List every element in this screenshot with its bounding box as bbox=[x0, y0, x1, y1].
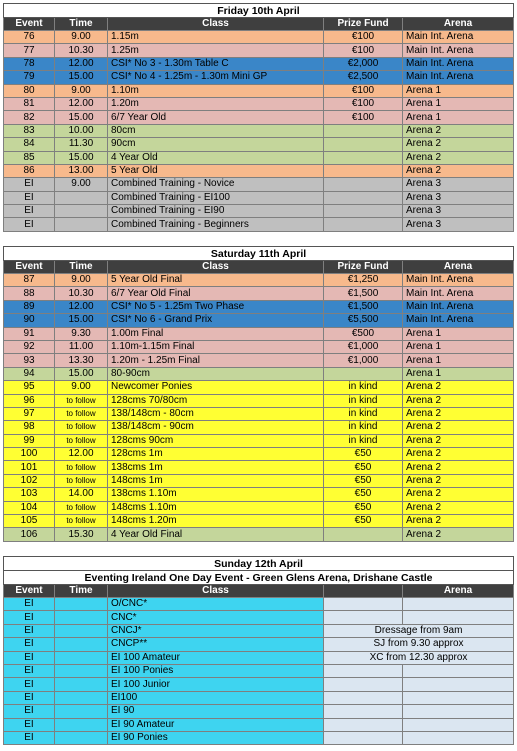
prize-cell bbox=[324, 611, 403, 624]
time-cell: 12.00 bbox=[55, 97, 108, 110]
event-cell: EI bbox=[4, 664, 55, 677]
event-cell: EI bbox=[4, 191, 55, 204]
header-time: Time bbox=[55, 585, 108, 598]
arena-cell: Arena 3 bbox=[403, 191, 514, 204]
table-row bbox=[4, 205, 514, 218]
table-row bbox=[4, 138, 514, 151]
prize-cell: €1,000 bbox=[324, 340, 403, 353]
table-row bbox=[4, 71, 514, 84]
time-cell bbox=[55, 731, 108, 744]
event-cell: 83 bbox=[4, 124, 55, 137]
event-cell: 82 bbox=[4, 111, 55, 124]
table-row bbox=[4, 421, 514, 434]
prize-cell: in kind bbox=[324, 407, 403, 420]
prize-cell: €100 bbox=[324, 111, 403, 124]
class-cell: CNCJ* bbox=[108, 624, 324, 637]
class-cell: 6/7 Year Old bbox=[108, 111, 324, 124]
event-cell: 80 bbox=[4, 84, 55, 97]
event-cell: 78 bbox=[4, 57, 55, 70]
table-row bbox=[4, 624, 514, 637]
arena-cell: Arena 2 bbox=[403, 407, 514, 420]
event-cell: EI bbox=[4, 205, 55, 218]
header-event: Event bbox=[4, 261, 55, 274]
arena-cell: Arena 1 bbox=[403, 84, 514, 97]
prize-cell bbox=[324, 178, 403, 191]
prize-cell bbox=[324, 218, 403, 231]
time-cell bbox=[55, 611, 108, 624]
table-row bbox=[4, 300, 514, 313]
header-prize-fund: Prize Fund bbox=[324, 18, 403, 31]
time-cell: 10.30 bbox=[55, 287, 108, 300]
event-cell: 91 bbox=[4, 327, 55, 340]
table-row bbox=[4, 381, 514, 394]
arena-cell bbox=[403, 678, 514, 691]
time-cell bbox=[55, 664, 108, 677]
prize-cell: €50 bbox=[324, 501, 403, 514]
arena-cell bbox=[403, 731, 514, 744]
prize-cell bbox=[324, 124, 403, 137]
arena-cell: Main Int. Arena bbox=[403, 274, 514, 287]
header-arena: Arena bbox=[403, 585, 514, 598]
table-row bbox=[4, 340, 514, 353]
header-time: Time bbox=[55, 18, 108, 31]
class-cell: CNCP** bbox=[108, 638, 324, 651]
header-blank bbox=[324, 585, 403, 598]
time-cell: 12.00 bbox=[55, 57, 108, 70]
event-cell: EI bbox=[4, 638, 55, 651]
table-row bbox=[4, 488, 514, 501]
arena-cell: Main Int. Arena bbox=[403, 71, 514, 84]
prize-cell: €2,500 bbox=[324, 71, 403, 84]
class-cell: CSI* No 4 - 1.25m - 1.30m Mini GP bbox=[108, 71, 324, 84]
time-cell: to follow bbox=[55, 474, 108, 487]
arena-cell: Main Int. Arena bbox=[403, 44, 514, 57]
event-cell: EI bbox=[4, 611, 55, 624]
arena-cell: Arena 3 bbox=[403, 218, 514, 231]
arena-cell: Arena 2 bbox=[403, 515, 514, 528]
time-cell: to follow bbox=[55, 434, 108, 447]
time-cell: 9.00 bbox=[55, 178, 108, 191]
event-cell: 99 bbox=[4, 434, 55, 447]
event-cell: EI bbox=[4, 678, 55, 691]
event-cell: 77 bbox=[4, 44, 55, 57]
time-cell: 13.30 bbox=[55, 354, 108, 367]
event-cell: EI bbox=[4, 731, 55, 744]
class-cell: 80-90cm bbox=[108, 367, 324, 380]
class-cell: Combined Training - Beginners bbox=[108, 218, 324, 231]
prize-cell: €1,500 bbox=[324, 287, 403, 300]
class-cell: CSI* No 3 - 1.30m Table C bbox=[108, 57, 324, 70]
event-cell: 102 bbox=[4, 474, 55, 487]
table-row bbox=[4, 638, 514, 651]
prize-cell: €100 bbox=[324, 97, 403, 110]
class-cell: 138cms 1m bbox=[108, 461, 324, 474]
class-cell: 148cms 1.20m bbox=[108, 515, 324, 528]
arena-cell: Arena 2 bbox=[403, 434, 514, 447]
event-cell: 96 bbox=[4, 394, 55, 407]
event-cell: EI bbox=[4, 218, 55, 231]
event-cell: 84 bbox=[4, 138, 55, 151]
arena-cell bbox=[403, 691, 514, 704]
header-class: Class bbox=[108, 261, 324, 274]
table-row bbox=[4, 434, 514, 447]
sunday-subtitle: Eventing Ireland One Day Event - Green Glens Arena, Drishane Castle bbox=[4, 571, 514, 585]
time-cell: 10.30 bbox=[55, 44, 108, 57]
prize-cell: €1,250 bbox=[324, 274, 403, 287]
class-cell: 1.10m-1.15m Final bbox=[108, 340, 324, 353]
table-row bbox=[4, 287, 514, 300]
arena-cell: Arena 1 bbox=[403, 111, 514, 124]
time-cell bbox=[55, 691, 108, 704]
class-cell: EI100 bbox=[108, 691, 324, 704]
table-row bbox=[4, 515, 514, 528]
prize-cell bbox=[324, 205, 403, 218]
class-cell: 138/148cm - 90cm bbox=[108, 421, 324, 434]
class-cell: 6/7 Year Old Final bbox=[108, 287, 324, 300]
time-cell bbox=[55, 205, 108, 218]
prize-cell: €500 bbox=[324, 327, 403, 340]
event-cell: 87 bbox=[4, 274, 55, 287]
arena-cell: Arena 2 bbox=[403, 394, 514, 407]
event-cell: 76 bbox=[4, 31, 55, 44]
class-cell: CSI* No 6 - Grand Prix bbox=[108, 314, 324, 327]
time-cell bbox=[55, 678, 108, 691]
table-row bbox=[4, 274, 514, 287]
class-cell: 128cms 70/80cm bbox=[108, 394, 324, 407]
table-row bbox=[4, 691, 514, 704]
arena-cell: Arena 3 bbox=[403, 205, 514, 218]
arena-cell: Arena 2 bbox=[403, 528, 514, 541]
table-row bbox=[4, 705, 514, 718]
prize-cell bbox=[324, 664, 403, 677]
time-cell: 13.00 bbox=[55, 164, 108, 177]
time-cell: 15.30 bbox=[55, 528, 108, 541]
schedule-note: XC from 12.30 approx bbox=[324, 651, 514, 664]
table-row bbox=[4, 97, 514, 110]
time-cell: 9.00 bbox=[55, 274, 108, 287]
sunday-title: Sunday 12th April bbox=[4, 557, 514, 571]
table-row bbox=[4, 461, 514, 474]
arena-cell: Arena 2 bbox=[403, 138, 514, 151]
event-cell: 105 bbox=[4, 515, 55, 528]
arena-cell: Arena 2 bbox=[403, 488, 514, 501]
class-cell: 80cm bbox=[108, 124, 324, 137]
prize-cell: €100 bbox=[324, 44, 403, 57]
arena-cell: Arena 2 bbox=[403, 474, 514, 487]
class-cell: EI 90 Ponies bbox=[108, 731, 324, 744]
class-cell: 5 Year Old bbox=[108, 164, 324, 177]
event-cell: 104 bbox=[4, 501, 55, 514]
prize-cell bbox=[324, 164, 403, 177]
prize-cell: €1,500 bbox=[324, 300, 403, 313]
arena-cell bbox=[403, 664, 514, 677]
class-cell: EI 90 Amateur bbox=[108, 718, 324, 731]
prize-cell bbox=[324, 191, 403, 204]
prize-cell bbox=[324, 731, 403, 744]
header-arena: Arena bbox=[403, 18, 514, 31]
arena-cell bbox=[403, 705, 514, 718]
class-cell: EI 100 Ponies bbox=[108, 664, 324, 677]
prize-cell bbox=[324, 705, 403, 718]
table-row bbox=[4, 151, 514, 164]
time-cell: to follow bbox=[55, 394, 108, 407]
time-cell bbox=[55, 718, 108, 731]
class-cell: Combined Training - Novice bbox=[108, 178, 324, 191]
time-cell bbox=[55, 651, 108, 664]
event-cell: 81 bbox=[4, 97, 55, 110]
arena-cell: Arena 1 bbox=[403, 367, 514, 380]
table-row bbox=[4, 327, 514, 340]
prize-cell: €100 bbox=[324, 84, 403, 97]
table-row bbox=[4, 664, 514, 677]
time-cell: 10.00 bbox=[55, 124, 108, 137]
event-cell: 98 bbox=[4, 421, 55, 434]
prize-cell: in kind bbox=[324, 394, 403, 407]
event-cell: 100 bbox=[4, 448, 55, 461]
class-cell: 1.00m Final bbox=[108, 327, 324, 340]
table-row bbox=[4, 124, 514, 137]
time-cell: to follow bbox=[55, 515, 108, 528]
time-cell bbox=[55, 218, 108, 231]
table-row bbox=[4, 111, 514, 124]
table-row bbox=[4, 314, 514, 327]
class-cell: 4 Year Old Final bbox=[108, 528, 324, 541]
class-cell: 90cm bbox=[108, 138, 324, 151]
time-cell: 11.30 bbox=[55, 138, 108, 151]
saturday-table bbox=[3, 246, 514, 542]
event-cell: 93 bbox=[4, 354, 55, 367]
time-cell: 12.00 bbox=[55, 300, 108, 313]
event-cell: 103 bbox=[4, 488, 55, 501]
saturday-title: Saturday 11th April bbox=[4, 247, 514, 261]
prize-cell: €50 bbox=[324, 488, 403, 501]
class-cell: 128cms 1m bbox=[108, 448, 324, 461]
class-cell: 4 Year Old bbox=[108, 151, 324, 164]
class-cell: Newcomer Ponies bbox=[108, 381, 324, 394]
arena-cell: Arena 2 bbox=[403, 164, 514, 177]
header-class: Class bbox=[108, 585, 324, 598]
event-cell: 89 bbox=[4, 300, 55, 313]
event-cell: 101 bbox=[4, 461, 55, 474]
prize-cell bbox=[324, 678, 403, 691]
arena-cell bbox=[403, 611, 514, 624]
prize-cell: €2,000 bbox=[324, 57, 403, 70]
class-cell: Combined Training - EI100 bbox=[108, 191, 324, 204]
arena-cell: Main Int. Arena bbox=[403, 287, 514, 300]
class-cell: 128cms 90cm bbox=[108, 434, 324, 447]
time-cell: 15.00 bbox=[55, 71, 108, 84]
header-arena: Arena bbox=[403, 261, 514, 274]
prize-cell bbox=[324, 528, 403, 541]
event-cell: 94 bbox=[4, 367, 55, 380]
arena-cell: Arena 1 bbox=[403, 97, 514, 110]
event-cell: 79 bbox=[4, 71, 55, 84]
saturday-schedule bbox=[3, 246, 513, 542]
time-cell: 15.00 bbox=[55, 151, 108, 164]
table-row bbox=[4, 191, 514, 204]
schedule-note: SJ from 9.30 approx bbox=[324, 638, 514, 651]
prize-cell bbox=[324, 151, 403, 164]
arena-cell bbox=[403, 598, 514, 611]
event-cell: 95 bbox=[4, 381, 55, 394]
event-cell: 86 bbox=[4, 164, 55, 177]
event-cell: EI bbox=[4, 624, 55, 637]
sunday-table bbox=[3, 556, 514, 745]
prize-cell: €50 bbox=[324, 461, 403, 474]
event-cell: EI bbox=[4, 718, 55, 731]
event-cell: 92 bbox=[4, 340, 55, 353]
prize-cell: €5,500 bbox=[324, 314, 403, 327]
arena-cell: Main Int. Arena bbox=[403, 31, 514, 44]
time-cell: 15.00 bbox=[55, 367, 108, 380]
header-class: Class bbox=[108, 18, 324, 31]
class-cell: O/CNC* bbox=[108, 598, 324, 611]
time-cell: 9.00 bbox=[55, 84, 108, 97]
arena-cell: Arena 2 bbox=[403, 501, 514, 514]
friday-schedule bbox=[3, 3, 513, 232]
table-row bbox=[4, 598, 514, 611]
table-row bbox=[4, 354, 514, 367]
time-cell bbox=[55, 624, 108, 637]
arena-cell: Arena 2 bbox=[403, 124, 514, 137]
time-cell: to follow bbox=[55, 501, 108, 514]
table-row bbox=[4, 44, 514, 57]
event-cell: 90 bbox=[4, 314, 55, 327]
table-row bbox=[4, 731, 514, 744]
time-cell: 9.30 bbox=[55, 327, 108, 340]
table-row bbox=[4, 448, 514, 461]
table-row bbox=[4, 367, 514, 380]
arena-cell: Arena 2 bbox=[403, 381, 514, 394]
time-cell: to follow bbox=[55, 461, 108, 474]
arena-cell: Arena 1 bbox=[403, 354, 514, 367]
prize-cell: €1,000 bbox=[324, 354, 403, 367]
prize-cell bbox=[324, 367, 403, 380]
prize-cell: in kind bbox=[324, 434, 403, 447]
event-cell: EI bbox=[4, 651, 55, 664]
table-row bbox=[4, 394, 514, 407]
table-row bbox=[4, 178, 514, 191]
table-row bbox=[4, 528, 514, 541]
prize-cell: €50 bbox=[324, 515, 403, 528]
event-cell: EI bbox=[4, 691, 55, 704]
table-row bbox=[4, 651, 514, 664]
table-row bbox=[4, 611, 514, 624]
time-cell: 11.00 bbox=[55, 340, 108, 353]
event-cell: EI bbox=[4, 178, 55, 191]
time-cell: 9.00 bbox=[55, 381, 108, 394]
time-cell: 12.00 bbox=[55, 448, 108, 461]
time-cell bbox=[55, 191, 108, 204]
time-cell: 15.00 bbox=[55, 111, 108, 124]
time-cell bbox=[55, 598, 108, 611]
schedule-note: Dressage from 9am bbox=[324, 624, 514, 637]
class-cell: EI 100 Amateur bbox=[108, 651, 324, 664]
prize-cell: €100 bbox=[324, 31, 403, 44]
table-row bbox=[4, 57, 514, 70]
prize-cell: €50 bbox=[324, 448, 403, 461]
table-row bbox=[4, 164, 514, 177]
table-row bbox=[4, 84, 514, 97]
prize-cell: in kind bbox=[324, 421, 403, 434]
table-row bbox=[4, 718, 514, 731]
prize-cell: in kind bbox=[324, 381, 403, 394]
table-row bbox=[4, 474, 514, 487]
event-cell: 88 bbox=[4, 287, 55, 300]
friday-table bbox=[3, 3, 514, 232]
table-row bbox=[4, 501, 514, 514]
class-cell: 1.20m bbox=[108, 97, 324, 110]
arena-cell: Arena 1 bbox=[403, 327, 514, 340]
header-prize-fund: Prize Fund bbox=[324, 261, 403, 274]
class-cell: 1.20m - 1.25m Final bbox=[108, 354, 324, 367]
time-cell: 14.00 bbox=[55, 488, 108, 501]
class-cell: 1.15m bbox=[108, 31, 324, 44]
time-cell bbox=[55, 705, 108, 718]
prize-cell bbox=[324, 718, 403, 731]
table-row bbox=[4, 218, 514, 231]
class-cell: 138/148cm - 80cm bbox=[108, 407, 324, 420]
table-row bbox=[4, 407, 514, 420]
class-cell: 1.25m bbox=[108, 44, 324, 57]
header-event: Event bbox=[4, 585, 55, 598]
arena-cell: Arena 2 bbox=[403, 448, 514, 461]
class-cell: 148cms 1m bbox=[108, 474, 324, 487]
sunday-schedule bbox=[3, 556, 513, 745]
header-event: Event bbox=[4, 18, 55, 31]
class-cell: Combined Training - EI90 bbox=[108, 205, 324, 218]
event-cell: EI bbox=[4, 705, 55, 718]
arena-cell: Arena 2 bbox=[403, 151, 514, 164]
arena-cell: Main Int. Arena bbox=[403, 300, 514, 313]
prize-cell bbox=[324, 691, 403, 704]
time-cell: 9.00 bbox=[55, 31, 108, 44]
class-cell: 138cms 1.10m bbox=[108, 488, 324, 501]
prize-cell: €50 bbox=[324, 474, 403, 487]
time-cell: to follow bbox=[55, 421, 108, 434]
arena-cell: Main Int. Arena bbox=[403, 57, 514, 70]
class-cell: 148cms 1.10m bbox=[108, 501, 324, 514]
class-cell: CSI* No 5 - 1.25m Two Phase bbox=[108, 300, 324, 313]
class-cell: 1.10m bbox=[108, 84, 324, 97]
class-cell: EI 90 bbox=[108, 705, 324, 718]
arena-cell: Main Int. Arena bbox=[403, 314, 514, 327]
arena-cell: Arena 3 bbox=[403, 178, 514, 191]
prize-cell bbox=[324, 598, 403, 611]
table-row bbox=[4, 678, 514, 691]
class-cell: EI 100 Junior bbox=[108, 678, 324, 691]
time-cell: to follow bbox=[55, 407, 108, 420]
table-row bbox=[4, 31, 514, 44]
header-time: Time bbox=[55, 261, 108, 274]
arena-cell bbox=[403, 718, 514, 731]
prize-cell bbox=[324, 138, 403, 151]
arena-cell: Arena 2 bbox=[403, 421, 514, 434]
event-cell: EI bbox=[4, 598, 55, 611]
friday-title: Friday 10th April bbox=[4, 4, 514, 18]
event-cell: 85 bbox=[4, 151, 55, 164]
time-cell: 15.00 bbox=[55, 314, 108, 327]
arena-cell: Arena 1 bbox=[403, 340, 514, 353]
class-cell: 5 Year Old Final bbox=[108, 274, 324, 287]
event-cell: 97 bbox=[4, 407, 55, 420]
arena-cell: Arena 2 bbox=[403, 461, 514, 474]
class-cell: CNC* bbox=[108, 611, 324, 624]
time-cell bbox=[55, 638, 108, 651]
event-cell: 106 bbox=[4, 528, 55, 541]
